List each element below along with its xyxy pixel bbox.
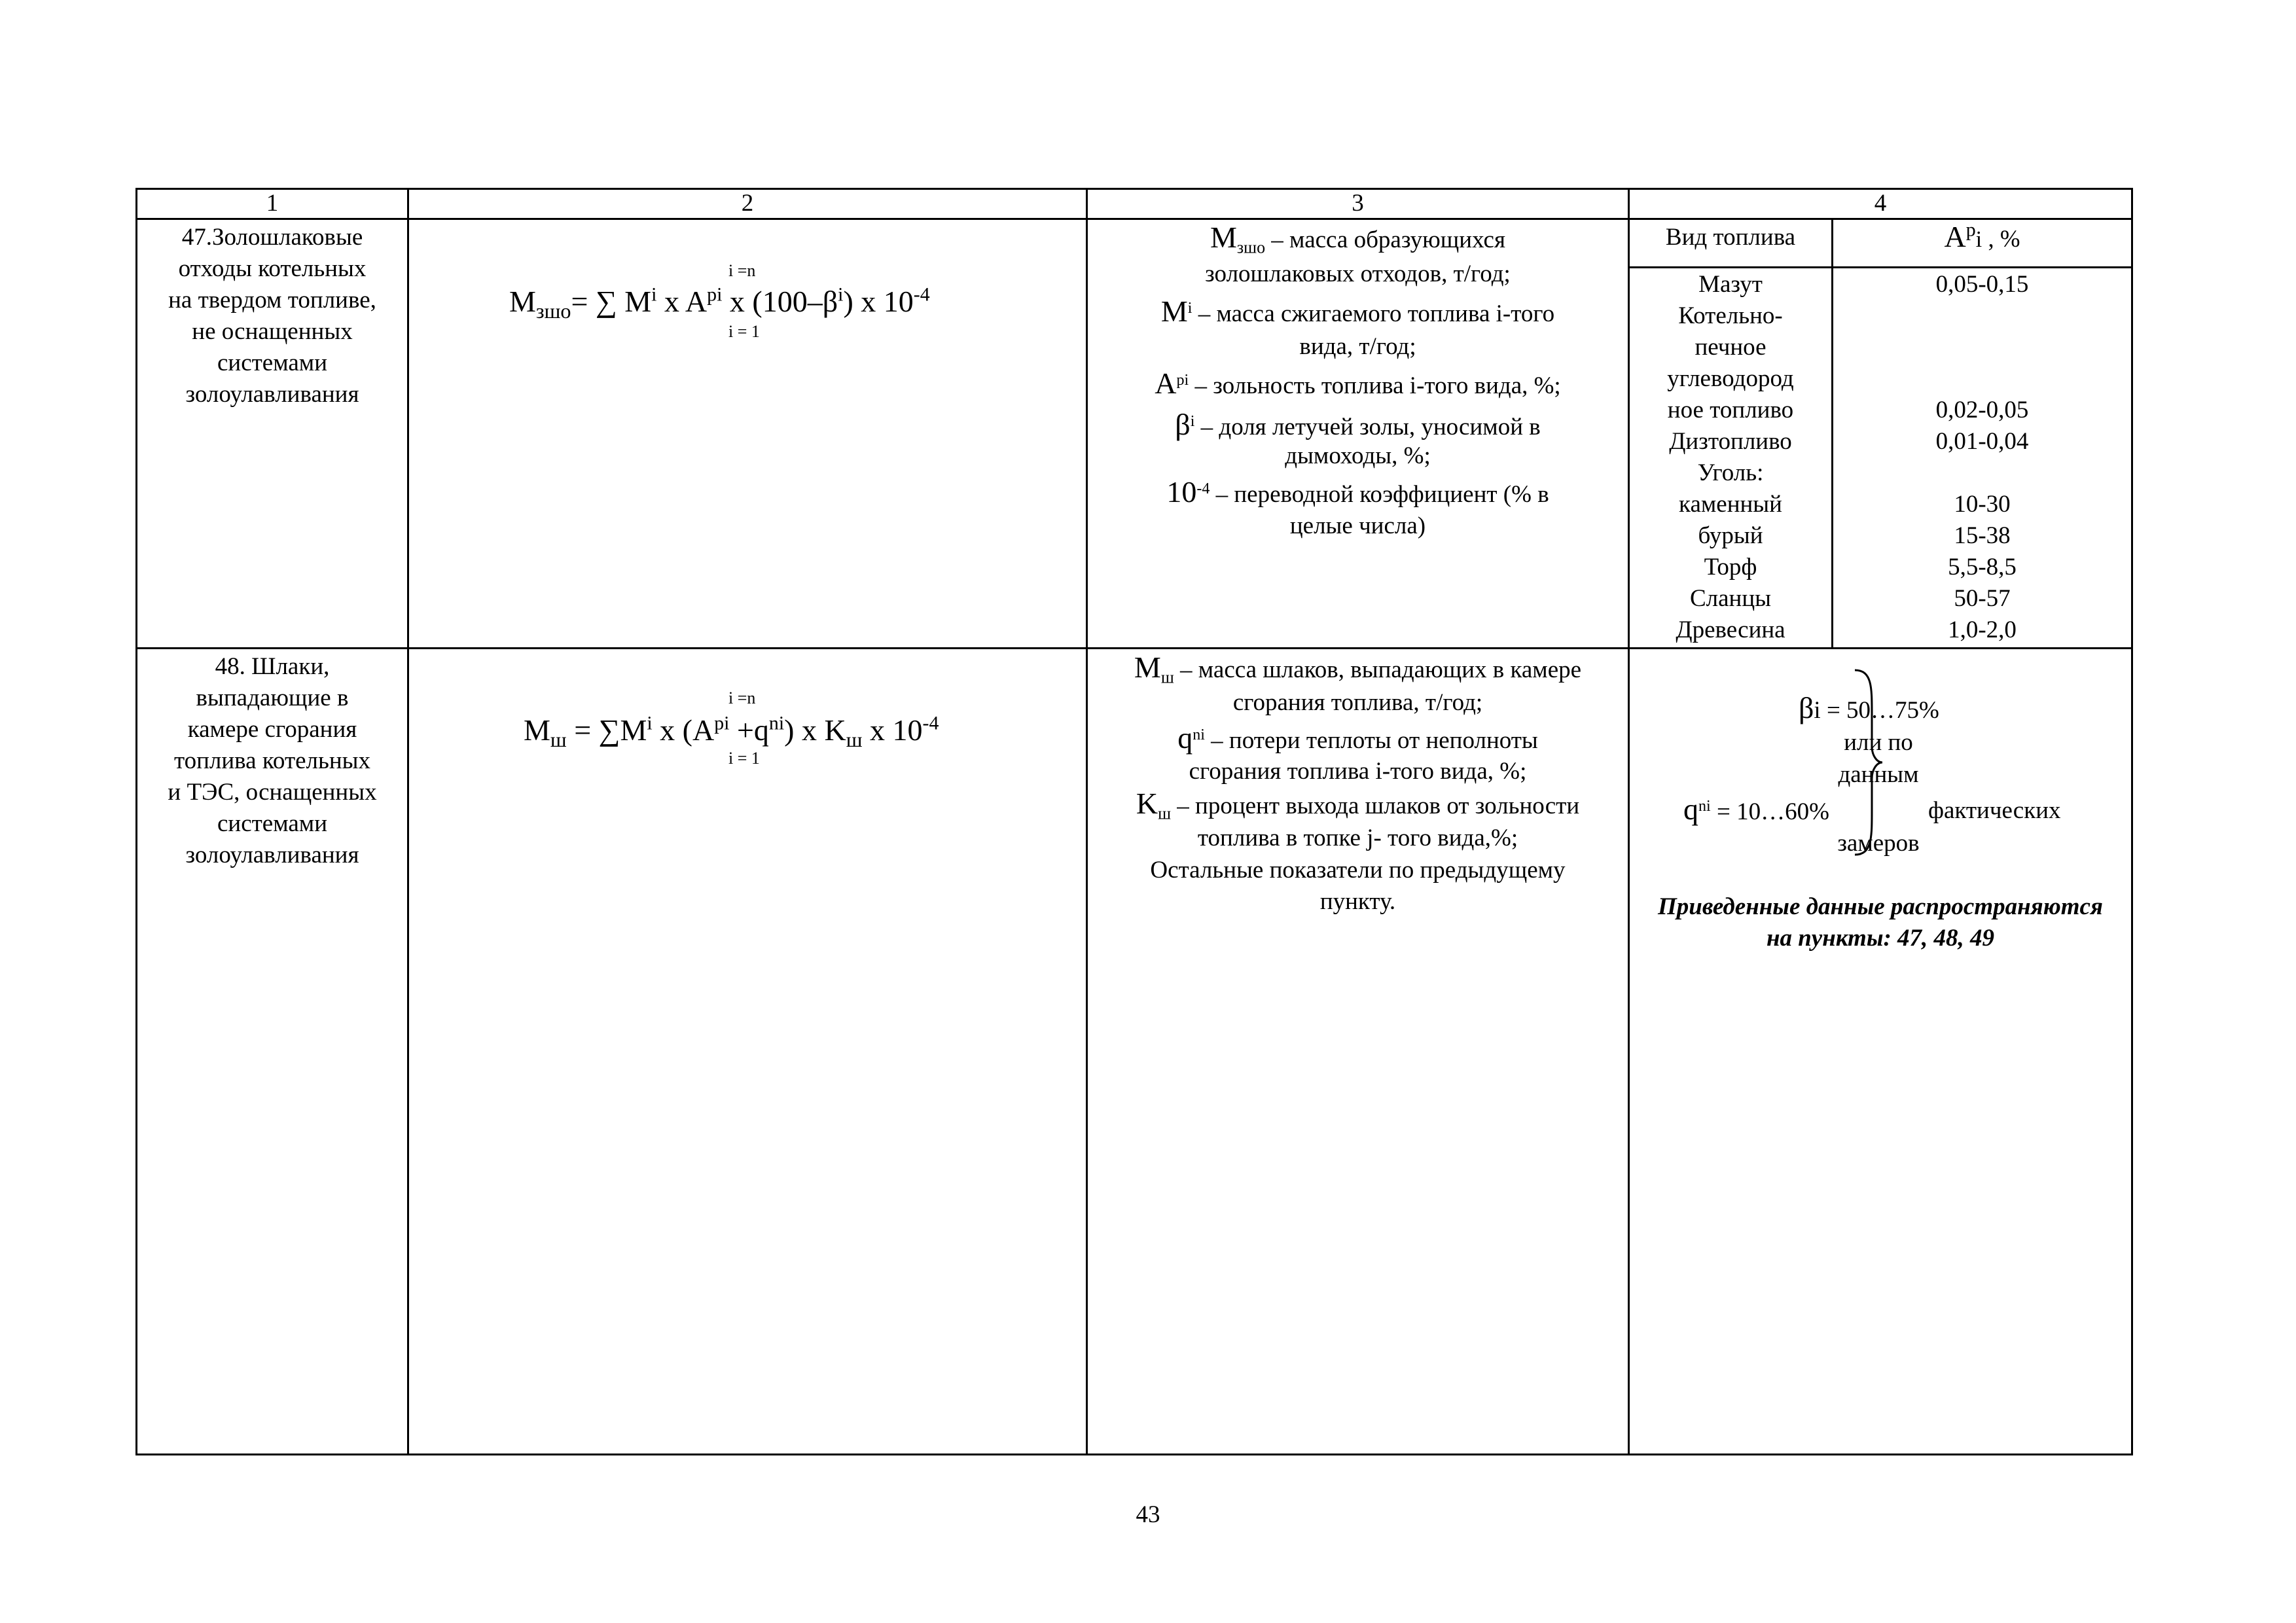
fuel-name: печное: [1695, 334, 1767, 361]
formula-term: x A: [656, 285, 708, 318]
formula-exponent: -4: [922, 712, 939, 734]
row48-name-line: выпадающие в: [196, 685, 349, 711]
fuel-name: Древесина: [1676, 616, 1785, 643]
formula-lhs-sub: ш: [550, 728, 567, 752]
legend-line: дымоходы, %;: [1285, 442, 1431, 469]
col4-text-measure: замеров: [1837, 830, 1920, 857]
fuel-name: Дизтопливо: [1669, 428, 1792, 455]
legend-line: золошлаковых отходов, т/год;: [1205, 260, 1511, 287]
legend-symbol-sup: ni: [1193, 726, 1205, 743]
legend-text: – переводной коэффициент (% в: [1210, 481, 1549, 508]
ash-value: 0,05-0,15: [1935, 271, 2029, 298]
legend-line: топлива в топке j- того вида,%;: [1197, 825, 1518, 851]
legend-text: – масса шлаков, выпадающих в камере: [1174, 656, 1582, 683]
legend-symbol: A: [1155, 366, 1177, 400]
legend-symbol-sub: зшо: [1236, 238, 1266, 257]
note-line: Приведенные данные распространяются: [1657, 893, 2103, 920]
legend-line: [1088, 222, 1628, 256]
row48-name-line: 48. Шлаки,: [215, 653, 330, 680]
legend-symbol: 10: [1166, 475, 1197, 508]
sum-upper-limit: i =n: [728, 688, 756, 707]
formula-lhs: M: [524, 713, 550, 747]
row47-name-line: не оснащенных: [192, 318, 353, 345]
legend-line: [1088, 476, 1628, 510]
ash-value: 0,02-0,05: [1935, 397, 2029, 423]
q-symbol: q: [1683, 793, 1698, 826]
fuel-name: ное топливо: [1667, 397, 1794, 423]
fuel-name: Котельно-: [1678, 302, 1783, 329]
formula-sup: pi: [714, 712, 730, 734]
row47-name-line: 47.Золошлаковые: [181, 224, 363, 251]
formula-term: x 10: [862, 713, 923, 747]
note-line: на пункты: 47, 48, 49: [1766, 925, 1995, 952]
formula-lhs-sub: зшо: [535, 299, 571, 323]
legend-line: [1088, 296, 1628, 330]
legend-symbol: M: [1210, 221, 1237, 254]
q-value: = 10…60%: [1710, 798, 1829, 825]
formula-sup: ni: [768, 712, 785, 734]
beta-value: = 50…75%: [1820, 697, 1939, 724]
fuel-table-header-line: [1628, 266, 2133, 268]
fuel-name: Сланцы: [1689, 585, 1772, 612]
row47-bottom-line: [135, 647, 2133, 649]
formula-term: x (100–β: [722, 285, 838, 318]
legend-symbol-sup: -4: [1196, 480, 1210, 497]
legend-symbol: M: [1160, 294, 1188, 328]
formula-sup: i: [838, 283, 844, 306]
legend-symbol-sup: i: [1187, 299, 1193, 317]
formula-sum: = ∑M: [566, 713, 647, 747]
formula-term: ) x K: [784, 713, 846, 747]
legend-line: вида, т/год;: [1299, 333, 1416, 360]
formula-sub: ш: [846, 728, 863, 752]
ash-value: 5,5-8,5: [1948, 554, 2017, 580]
formula-sup: i: [647, 712, 653, 734]
fuel-table-head-fuel: Вид топлива: [1665, 224, 1796, 251]
formula-term: ) x 10: [843, 285, 914, 318]
ash-value: 10-30: [1954, 491, 2011, 518]
fuel-name: каменный: [1679, 491, 1782, 518]
formula-term: +q: [729, 713, 769, 747]
curly-brace-icon: [1852, 668, 1885, 857]
table-border-bottom: [135, 1454, 2133, 1455]
col4-text-or-by: или по: [1844, 729, 1913, 756]
legend-line: Остальные показатели по предыдущему: [1150, 857, 1566, 883]
legend-line: [1088, 409, 1628, 443]
row48-name-line: золоулавливания: [185, 842, 359, 868]
ash-value: 15-38: [1954, 522, 2011, 549]
row48-name-line: камере сгорания: [187, 716, 357, 743]
ash-symbol-sup: p: [1965, 219, 1976, 241]
row47-name-line: золоулавливания: [185, 381, 359, 408]
legend-symbol: M: [1134, 651, 1161, 684]
legend-text: – процент выхода шлаков от зольности: [1171, 793, 1580, 819]
fuel-name: Уголь:: [1697, 459, 1764, 486]
legend-line: сгорания топлива, т/год;: [1232, 689, 1483, 716]
col4-text-data: данным: [1838, 761, 1919, 788]
header-col-3: 3: [1352, 190, 1364, 217]
fuel-name: углеводород: [1667, 365, 1794, 392]
legend-text: – масса образующихся: [1265, 226, 1505, 253]
beta-subscript: i: [1814, 697, 1821, 724]
legend-symbol: β: [1175, 408, 1191, 441]
legend-line: пункту.: [1319, 888, 1396, 915]
formula-sup: i: [651, 283, 657, 306]
sum-lower-limit: i = 1: [728, 322, 760, 341]
table-border-right: [2131, 188, 2133, 1455]
legend-symbol: q: [1177, 721, 1193, 755]
row48-name-line: топлива котельных: [173, 747, 371, 774]
ash-value: 0,01-0,04: [1935, 428, 2029, 455]
row48-name-line: и ТЭС, оснащенных: [168, 779, 377, 806]
fuel-name: бурый: [1698, 522, 1763, 549]
ash-unit: , %: [1982, 225, 2020, 252]
sum-upper-limit: i =n: [728, 261, 756, 280]
legend-text: – доля летучей золы, уносимой в: [1194, 414, 1541, 440]
q-superscript: ni: [1698, 797, 1711, 815]
q-range: [1683, 794, 1829, 828]
legend-symbol-sub: ш: [1160, 668, 1174, 687]
row47-name-line: отходы котельных: [178, 255, 367, 282]
formula-mass-ash: [509, 283, 930, 323]
row47-name-line: на твердом топливе,: [168, 287, 376, 313]
legend-text: – масса сжигаемого топлива i-того: [1192, 300, 1555, 327]
fuel-name: Торф: [1704, 554, 1757, 580]
legend-symbol-sup: pi: [1176, 371, 1189, 389]
beta-symbol: β: [1799, 691, 1814, 724]
fuel-name: Мазут: [1698, 271, 1763, 298]
page-number: 43: [1136, 1501, 1160, 1528]
legend-line: целые числа): [1289, 512, 1426, 539]
legend-symbol-sub: ш: [1158, 804, 1172, 823]
fuel-table-head-ash: [1833, 221, 2131, 255]
col1-col2-divider: [407, 188, 409, 1455]
formula-lhs: M: [509, 285, 536, 318]
col4-text-actual: фактических: [1928, 797, 2061, 824]
legend-line: [1088, 652, 1628, 686]
ash-symbol-sub: i: [1975, 227, 1982, 252]
header-col-4: 4: [1874, 190, 1887, 217]
row47-name-line: системами: [217, 349, 328, 376]
ash-symbol: A: [1944, 220, 1966, 253]
header-col-1: 1: [266, 190, 279, 217]
formula-mass-slag: [524, 712, 939, 752]
legend-symbol-sup: i: [1190, 412, 1195, 430]
header-col-2: 2: [741, 190, 754, 217]
legend-line: [1088, 722, 1628, 757]
legend-line: [1088, 788, 1628, 822]
formula-sum: = ∑ M: [571, 285, 652, 318]
ash-value: 50-57: [1954, 585, 2011, 612]
row48-name-line: системами: [217, 810, 328, 837]
formula-sup: pi: [707, 283, 723, 306]
legend-text: – зольность топлива i-того вида, %;: [1189, 372, 1561, 399]
sum-lower-limit: i = 1: [728, 749, 760, 768]
legend-symbol: K: [1136, 787, 1158, 820]
ash-value: 1,0-2,0: [1948, 616, 2017, 643]
formula-term: x (A: [652, 713, 715, 747]
legend-text: – потери теплоты от неполноты: [1204, 727, 1538, 754]
legend-line: [1088, 368, 1628, 402]
legend-line: сгорания топлива i-того вида, %;: [1189, 758, 1527, 785]
formula-exponent: -4: [913, 283, 930, 306]
